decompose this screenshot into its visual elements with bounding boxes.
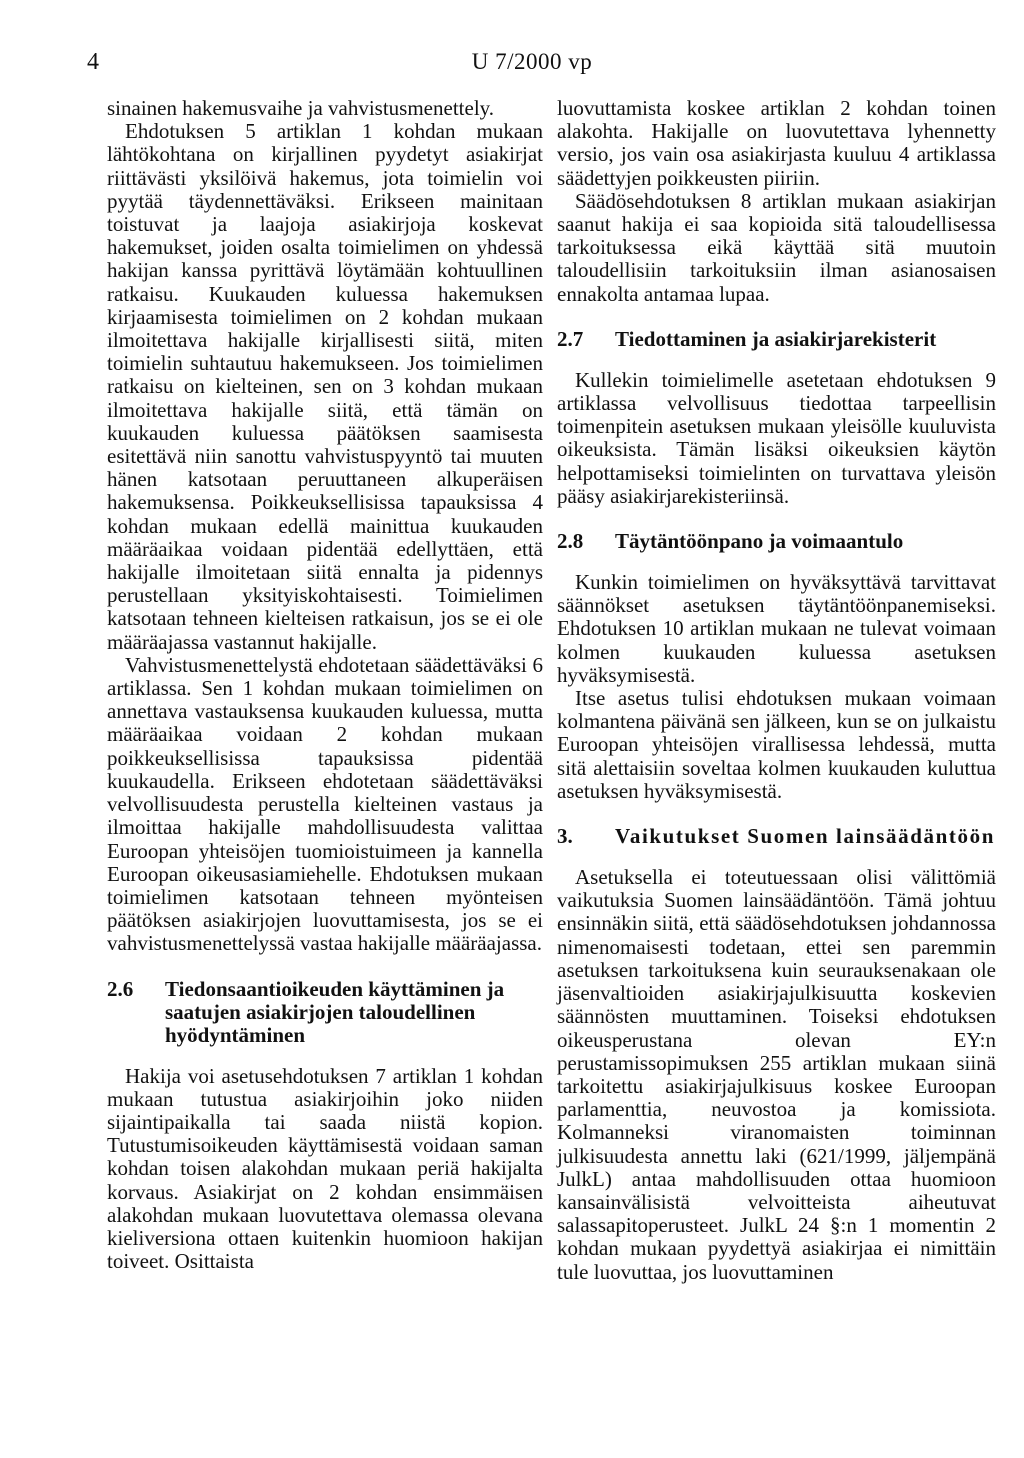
running-header: U 7/2000 vp (471, 49, 593, 74)
paragraph: luovuttamista koskee artiklan 2 kohdan toinen alakohta. Hakijalle on luovutettava lyhennetty versio, jos vain osa asiakirjasta kuuluu 4 artiklassa säädettyjen poikkeusten piiriin. (557, 96, 996, 190)
paragraph: Säädösehdotuksen 8 artiklan mukaan asiakirjan saanut hakija ei saa kopioida sitä taloudellisessa tarkoituksessa eikä käyttää sitä muutoin taloudellisiin tarkoituksiin ilman asianosaisen ennakolta antamaa lupaa. (557, 188, 996, 306)
section-title: Tiedonsaantioikeuden käyttäminen ja saatujen asiakirjojen taloudellinen hyödyntäminen (165, 976, 505, 1047)
section-heading-3 (557, 825, 996, 848)
section-title: Täytäntöönpano ja voimaantulo (615, 529, 904, 554)
paragraph: Hakija voi asetusehdotuksen 7 artiklan 1 kohdan mukaan tutustua asiakirjoihin joko niiden sijaintipaikalla tai saada niistä kopion. Tutustumisoikeuden käyttämisestä voidaan saman kohdan toisen alakohdan mukaan periä hakijalta korvaus. Asiakirjat on 2 kohdan ensimmäisen alakohdan mukaan luovutettava olemassa olevana kieliversiona ottaen kuitenkin huomioon hakijan toiveet. Osittaista (107, 1063, 543, 1274)
paragraph: Itse asetus tulisi ehdotuksen mukaan voimaan kolmantena päivänä sen jälkeen, kun se on julkaistu Euroopan yhteisöjen virallisessa lehdessä, mutta sitä alettaisiin soveltaa kolmen kuukauden kuluttua asetuksen hyväksymisestä. (557, 686, 996, 803)
right-column (557, 97, 996, 1284)
paragraph: Kunkin toimielimen on hyväksyttävä tarvittavat säännökset asetuksen täytäntöönpanemiseksi. Ehdotuksen 10 artiklan mukaan ne tulevat voimaan kolmen kuukauden kuluessa asetuksen hyväksymisestä. (557, 570, 996, 687)
paragraph: Vahvistusmenettelystä ehdotetaan säädettäväksi 6 artiklassa. Sen 1 kohdan mukaan toimielimen on annettava vastauksensa kuukauden kuluessa, mutta määräaikaa voidaan 2 kohdan mukaan poikkeuksellisissa tapauksissa pidentää kuukaudella. Erikseen ehdotetaan säädettäväksi velvollisuudesta perustella kielteinen vastaus ja ilmoittaa hakijalle mahdollisuudesta valittaa Euroopan yhteisöjen tuomioistuimeen ja kannella Euroopan oikeusasiamiehelle. Ehdotuksen mukaan toimielimen katsotaan tehneen myönteisen päätöksen asiakirjojen luovuttamisesta, jos se ei vahvistusmenettelyssä vastaa hakijalle määräajassa. (107, 652, 543, 956)
section-number: 2.8 (557, 529, 584, 554)
section-number: 2.7 (557, 326, 584, 351)
section-heading-2-7 (557, 328, 996, 351)
section-title: Vaikutukset Suomen lainsäädäntöön (615, 824, 995, 849)
paragraph: Asetuksella ei toteutuessaan olisi välittömiä vaikutuksia Suomen lainsäädäntöön. Tämä johtuu ensinnäkin siitä, että säädösehdotuksen johdannossa nimenomaisesti todetaan, ettei sen paremmin asetuksen tarkoituksena kuin seurauksenakaan ole jäsenvaltioiden asiakirjajulkisuutta koskevien säännösten muuttaminen. Toiseksi ehdotuksen oikeusperustana olevan EY:n perustamissopimuksen 255 artiklan mukaan siinä tarkoitettu asiakirjajulkisuus koskee Euroopan parlamenttia, neuvostoa ja komissiota. Kolmanneksi viranomaisten toiminnan julkisuudesta annettu laki (621/1999, jäljempänä JulkL) antaa mahdollisuuden ottaa huomioon kansainvälisistä velvoitteista aiheutuvat salassapitoperusteet. JulkL 24 §:n 1 momentin 2 kohdan mukaan pyydettyä asiakirjaa ei nimittäin tule luovuttaa, jos luovuttaminen (557, 865, 996, 1284)
section-heading-2-6 (107, 978, 543, 1047)
section-number: 2.6 (107, 976, 134, 1001)
left-column (107, 97, 543, 1273)
section-number: 3. (557, 824, 573, 849)
paragraph: Kullekin toimielimelle asetetaan ehdotuksen 9 artiklassa velvollisuus tiedottaa tarpeellisin toimenpitein asetuksen mukaan yleisölle kuuluvista oikeuksista. Tämän lisäksi oikeuksien käytön helpottamiseksi toimielinten on turvattava yleisön pääsy asiakirjarekisteriinsä. (557, 367, 996, 508)
section-title: Tiedottaminen ja asiakirjarekisterit (615, 326, 937, 351)
section-heading-2-8 (557, 530, 996, 553)
page-number: 4 (87, 49, 99, 75)
paragraph: Ehdotuksen 5 artiklan 1 kohdan mukaan lähtökohtana on kirjallinen pyydetyt asiakirjat riittävästi yksilöivä hakemus, jota toimielin voi pyytää täydennettäväksi. Erikseen mainitaan toistuvat ja laajoja asiakirjoja koskevat hakemukset, joiden osalta toimielimen on yhdessä hakijan kanssa pyrittävä löytämään kohtuullinen ratkaisu. Kuukauden kuluessa hakemuksen kirjaamisesta toimielimen on 2 kohdan mukaan ilmoitettava hakijalle kirjallisesti siitä, miten toimielin suhtautuu hakemukseen. Jos toimielimen ratkaisu on kielteinen, sen on 3 kohdan mukaan ilmoitettava hakijalle siitä, että tämän on kuukauden kuluessa päätöksen saamisesta esitettävä niin sanottu vahvistuspyyntö tai muuten hänen katsotaan peruuttaneen alkuperäisen hakemuksensa. Poikkeuksellisissa tapauksissa 4 kohdan mukaan edellä mainittua kuukauden määräaikaa voidaan pidentää edellyttäen, että hakijalle ilmoitetaan siitä ennalta ja pidennys perustellaan yksityiskohtaisesti. Toimielimen katsotaan tehneen kielteisen ratkaisun, jos se ei ole määräajassa vastannut hakijalle. (107, 119, 543, 654)
paragraph: sinainen hakemusvaihe ja vahvistusmenettely. (107, 96, 495, 120)
